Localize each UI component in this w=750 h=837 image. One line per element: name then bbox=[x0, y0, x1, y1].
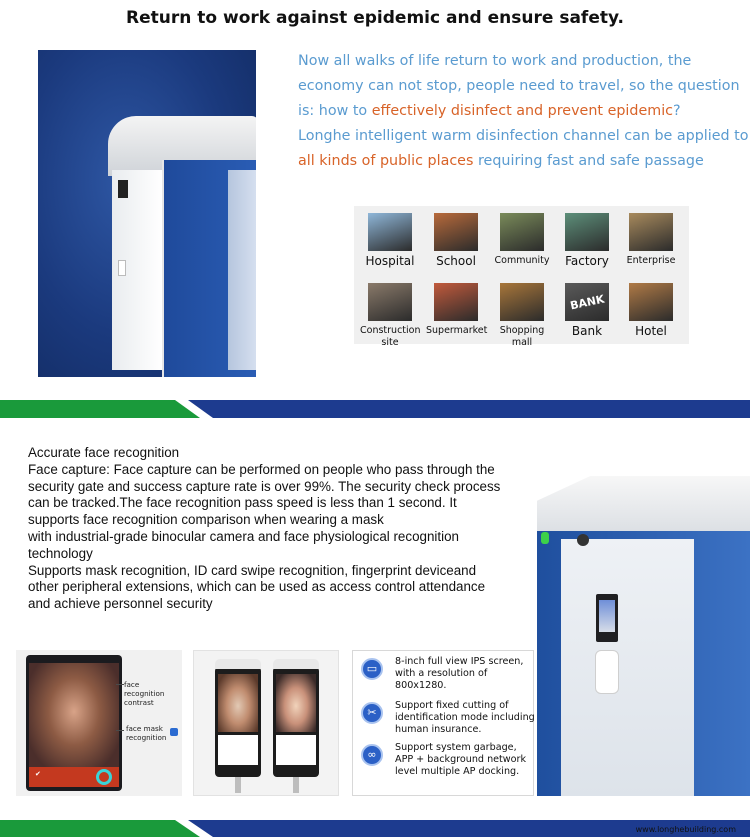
place-bank: BANK Bank bbox=[557, 283, 617, 337]
ann-face-contrast: face recognition contrast bbox=[124, 680, 165, 707]
feature-binocular: with industrial-grade binocular camera and face physiological recognition technology bbox=[28, 528, 459, 561]
face-recognition-panel bbox=[16, 650, 182, 796]
network-icon: ∞ bbox=[361, 744, 383, 766]
place-supermarket: Supermarket bbox=[426, 283, 486, 337]
website-url: www.longhebuilding.com bbox=[635, 825, 736, 834]
place-factory: Factory bbox=[557, 213, 617, 267]
highlight-disinfect: effectively disinfect and prevent epidemic bbox=[371, 103, 674, 119]
place-hospital: Hospital bbox=[360, 213, 420, 267]
cut-icon: ✂ bbox=[361, 702, 383, 724]
public-places-grid bbox=[354, 206, 689, 348]
channel-product-image bbox=[537, 476, 750, 796]
intro-p2: Longhe intelligent warm disinfection channel can be applied to all kinds of public places requiring fast and safe passage bbox=[298, 128, 749, 169]
place-school: School bbox=[426, 213, 486, 267]
place-construction: Construction site bbox=[360, 283, 420, 349]
intro-p1: Now all walks of life return to work and production, the economy can not stop, people need to travel, so the question is: how to effectively disinfect and prevent epidemic? bbox=[298, 53, 740, 119]
place-community: Community bbox=[492, 213, 552, 267]
place-hotel: Hotel bbox=[621, 283, 681, 337]
feature-face-capture: Face capture: Face capture can be performed on people who pass through the security gate and success capture rate is over 99%. The security check process can be tracked.The face recognition pass speed is less than 1 second. It supports face recognition comparison when wearing a mask bbox=[28, 461, 501, 528]
supermarket-photo bbox=[434, 283, 478, 321]
bank-sign: BANK bbox=[568, 292, 606, 312]
disinfection-channel-image bbox=[38, 50, 256, 377]
enterprise-photo bbox=[629, 213, 673, 251]
place-shopping-mall: Shopping mall bbox=[492, 283, 552, 349]
intro-text bbox=[298, 49, 750, 174]
tablet-icon: ▭ bbox=[361, 658, 383, 680]
place-enterprise: Enterprise bbox=[621, 213, 681, 267]
terminal-kiosks-panel bbox=[193, 650, 339, 796]
shopping-mall-photo bbox=[500, 283, 544, 321]
section-divider bbox=[0, 400, 750, 418]
kiosk-face bbox=[273, 667, 319, 777]
feature-heading: Accurate face recognition bbox=[28, 445, 180, 460]
construction-photo bbox=[368, 283, 412, 321]
ann-face-mask: face mask recognition bbox=[126, 724, 167, 742]
hotel-photo bbox=[629, 283, 673, 321]
community-photo bbox=[500, 213, 544, 251]
page-title: Return to work against epidemic and ensure safety. bbox=[126, 8, 624, 28]
phone-screen: ✔ bbox=[26, 655, 122, 791]
bank-photo bbox=[565, 283, 609, 321]
features-text bbox=[28, 445, 508, 613]
school-photo bbox=[434, 213, 478, 251]
hospital-photo bbox=[368, 213, 412, 251]
kiosk-mask bbox=[215, 667, 261, 777]
factory-photo bbox=[565, 213, 609, 251]
highlight-public-places: all kinds of public places bbox=[298, 153, 474, 169]
specs-panel: ▭ 8-inch full view IPS screen, with a resolution of 800x1280. ✂ Support fixed cutting of identification mode including human insurance. ∞ Support system garbage, APP + background network level multiple AP docking. bbox=[352, 650, 534, 796]
feature-extensions: Supports mask recognition, ID card swipe recognition, fingerprint deviceand other peripheral extensions, which can be used as access control attendance and achieve personnel security bbox=[28, 562, 486, 612]
